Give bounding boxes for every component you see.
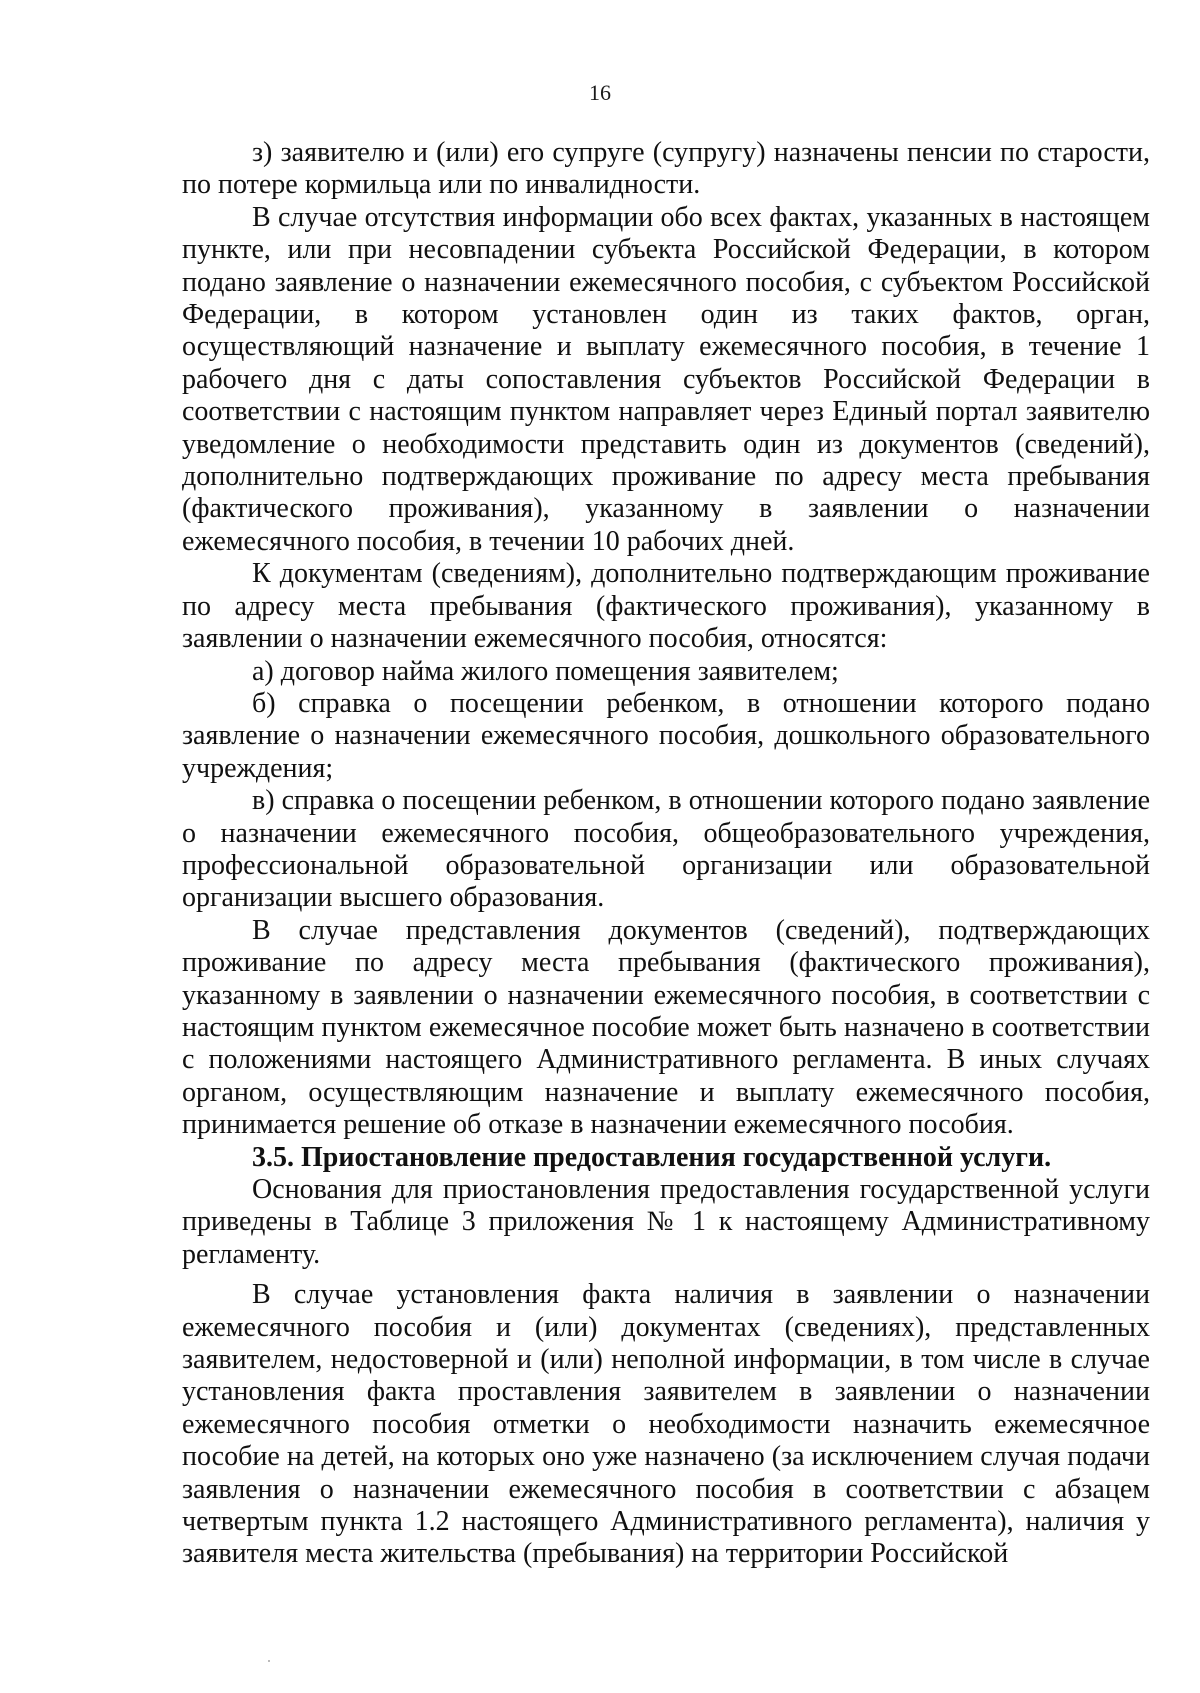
list-item-school-certificate: в) справка о посещении ребенком, в отношении которого подано заявление о назначении ежемесячного пособия, общеобразовательного учреждения, профессиональной образовательной организации или образовательной организации высшего образования. <box>182 785 1150 914</box>
list-item-preschool-certificate: б) справка о посещении ребенком, в отношении которого подано заявление о назначении ежемесячного пособия, дошкольного образовательного учреждения; <box>182 687 1150 784</box>
scan-artifact <box>268 1660 270 1662</box>
section-heading-3-5: 3.5. Приостановление предоставления государственной услуги. <box>252 1141 1052 1173</box>
list-item-lease-agreement: а) договор найма жилого помещения заявителем; <box>252 655 839 687</box>
document-body <box>182 137 1150 1571</box>
paragraph-supporting-documents: К документам (сведениям), дополнительно подтверждающим проживание по адресу места пребывания (фактического проживания), указанному в заявлении о назначении ежемесячного пособия, относятся: <box>182 558 1150 655</box>
paragraph-suspension-grounds: Основания для приостановления предоставления государственной услуги приведены в Таблице 3 приложения № 1 к настоящему Административному регламенту. <box>182 1174 1150 1270</box>
page-number: 16 <box>589 80 611 105</box>
paragraph-pensions: з) заявителю и (или) его супруге (супругу) назначены пенсии по старости, по потере кормильца или по инвалидности. <box>182 137 1150 201</box>
paragraph-inaccurate-information: В случае установления факта наличия в заявлении о назначении ежемесячного пособия и (или) документах (сведениях), представленных заявителем, недостоверной и (или) неполной информации, в том числе в случае установления факта проставления заявителем в заявлении о назначении ежемесячного пособия отметки о необходимости назначить ежемесячное пособие на детей, на которых оно уже назначено (за исключением случая подачи заявления о назначении ежемесячного пособия в соответствии с абзацем четвертым пункта 1.2 настоящего Административного регламента), наличия у заявителя места жительства (пребывания) на территории Российской <box>182 1279 1150 1570</box>
paragraph-documents-provided: В случае представления документов (сведений), подтверждающих проживание по адресу места пребывания (фактического проживания), указанному в заявлении о назначении ежемесячного пособия, в соответствии с настоящим пунктом ежемесячное пособие может быть назначено в соответствии с положениями настоящего Административного регламента. В иных случаях органом, осуществляющим назначение и выплату ежемесячного пособия, принимается решение об отказе в назначении ежемесячного пособия. <box>182 914 1150 1141</box>
paragraph-missing-information: В случае отсутствия информации обо всех фактах, указанных в настоящем пункте, или при несовпадении субъекта Российской Федерации, в котором подано заявление о назначении ежемесячного пособия, с субъектом Российской Федерации, в котором установлен один из таких фактов, орган, осуществляющий назначение и выплату ежемесячного пособия, в течение 1 рабочего дня с даты сопоставления субъектов Российской Федерации в соответствии с настоящим пунктом направляет через Единый портал заявителю уведомление о необходимости представить один из документов (сведений), дополнительно подтверждающих проживание по адресу места пребывания (фактического проживания), указанному в заявлении о назначении ежемесячного пособия, в течении 10 рабочих дней. <box>182 201 1150 557</box>
